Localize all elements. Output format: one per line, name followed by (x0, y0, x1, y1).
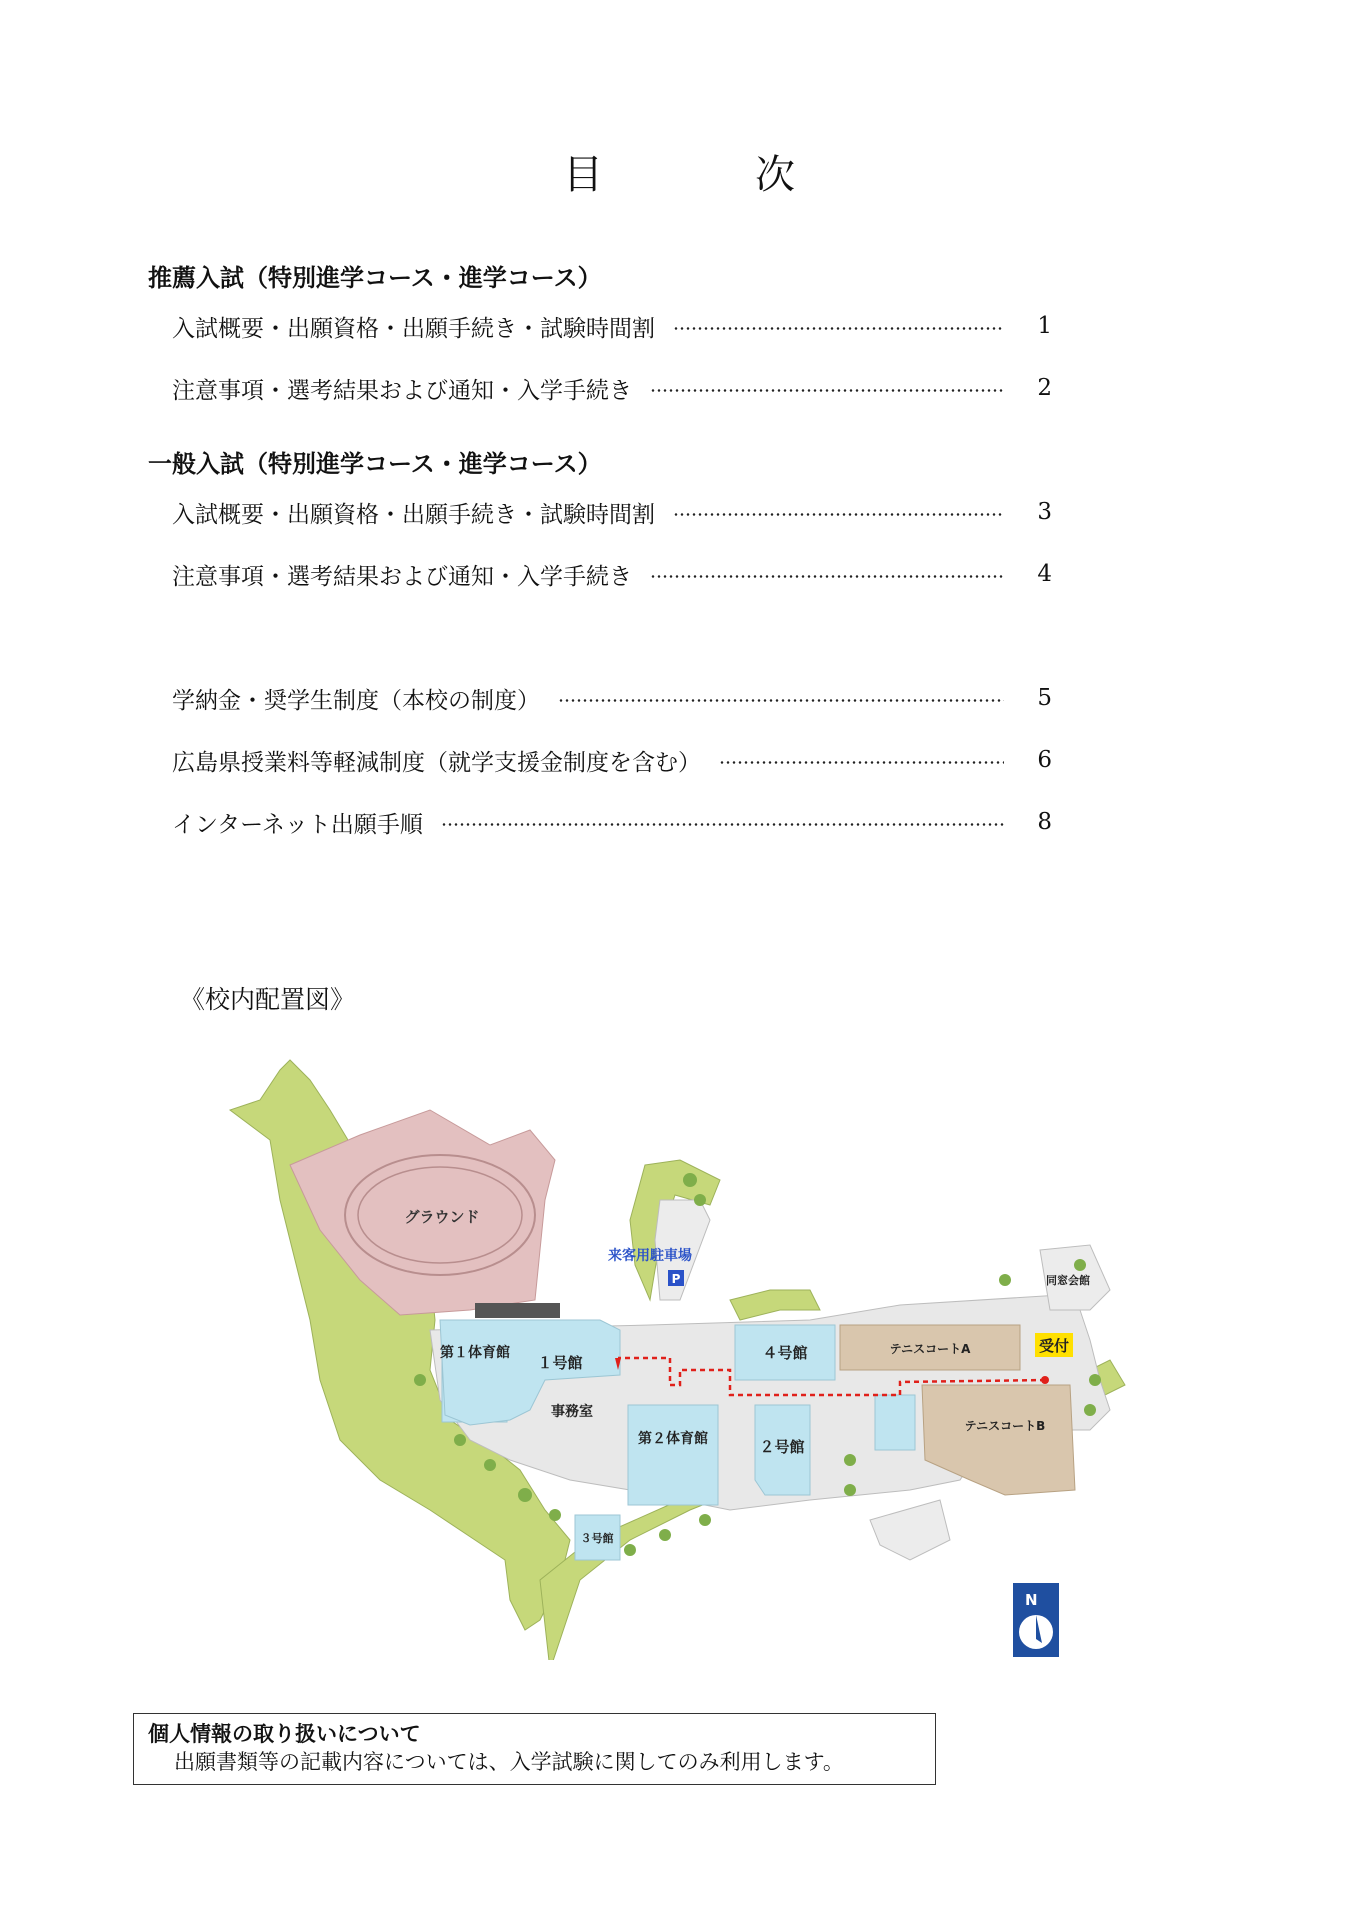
bldg1-roof (475, 1303, 560, 1318)
toc-entry[interactable] (172, 805, 1052, 839)
north-letter: N (1025, 1591, 1038, 1609)
tree-dot (683, 1173, 697, 1187)
tree-dot (454, 1434, 466, 1446)
dot-leader (673, 327, 1004, 330)
parking-mark: P (671, 1272, 681, 1286)
toc-entry-label: 広島県授業料等軽減制度（就学支援金制度を含む） (172, 749, 701, 776)
toc-entry-page: 6 (1037, 747, 1052, 773)
tree-dot (549, 1509, 561, 1521)
toc-entry-page: 4 (1037, 561, 1052, 587)
north-arrow-icon (1013, 1583, 1059, 1657)
route-start-marker (1041, 1376, 1049, 1384)
tennis-a-label: テニスコートA (889, 1342, 971, 1356)
alumni-hall-label: 同窓会館 (1046, 1274, 1090, 1287)
tree-dot (699, 1514, 711, 1526)
tennis-b-label: テニスコートB (964, 1419, 1046, 1433)
bldg4-label: ４号館 (762, 1344, 808, 1362)
toc-entry-label: 注意事項・選考結果および通知・入学手続き (172, 377, 632, 404)
small-building (875, 1395, 915, 1450)
dot-leader (673, 513, 1004, 516)
map-caption: 《校内配置図》 (180, 985, 356, 1014)
tree-dot (624, 1544, 636, 1556)
toc-entry[interactable] (172, 681, 1052, 715)
tree-dot (694, 1194, 706, 1206)
gym2-label: 第２体育館 (638, 1431, 708, 1447)
dot-leader (441, 823, 1004, 826)
toc-entry[interactable] (172, 495, 1052, 529)
tree-dot (844, 1454, 856, 1466)
bldg2-label: ２号館 (759, 1438, 805, 1456)
map-greenery (730, 1290, 820, 1320)
bldg1-label: １号館 (537, 1354, 583, 1372)
parking-label: 来客用駐車場 (608, 1248, 692, 1264)
toc-entry-label: 入試概要・出願資格・出願手続き・試験時間割 (172, 315, 655, 342)
ground-label: グラウンド (404, 1208, 480, 1226)
tree-dot (999, 1274, 1011, 1286)
tree-dot (659, 1529, 671, 1541)
dot-leader (719, 761, 1004, 764)
toc-entry[interactable] (172, 557, 1052, 591)
toc-entry-page: 1 (1037, 313, 1052, 339)
privacy-notice (133, 1713, 936, 1785)
toc-entry[interactable] (172, 309, 1052, 343)
reception-label: 受付 (1038, 1337, 1070, 1355)
dot-leader (558, 699, 1004, 702)
tree-dot (414, 1374, 426, 1386)
page-title: 目 次 (563, 152, 851, 198)
gym2-building (628, 1405, 718, 1505)
privacy-notice-title: 個人情報の取り扱いについて (148, 1722, 421, 1746)
section-heading-recommendation: 推薦入試（特別進学コース・進学コース） (148, 264, 602, 292)
gym1-label: 第１体育館 (440, 1345, 510, 1361)
toc-entry-page: 5 (1037, 685, 1052, 711)
privacy-notice-body: 出願書類等の記載内容については、入学試験に関してのみ利用します。 (174, 1750, 844, 1774)
toc-entry[interactable] (172, 371, 1052, 405)
tree-dot (1089, 1374, 1101, 1386)
tree-dot (1084, 1404, 1096, 1416)
tree-dot (484, 1459, 496, 1471)
tree-dot (1074, 1259, 1086, 1271)
tree-dot (518, 1488, 532, 1502)
dot-leader (650, 389, 1004, 392)
section-heading-general: 一般入試（特別進学コース・進学コース） (148, 450, 602, 478)
toc-entry-page: 8 (1037, 809, 1052, 835)
map-paving (870, 1500, 950, 1560)
dot-leader (650, 575, 1004, 578)
office-label: 事務室 (551, 1404, 593, 1420)
toc-entry[interactable] (172, 743, 1052, 777)
toc-entry-label: 入試概要・出願資格・出願手続き・試験時間割 (172, 501, 655, 528)
toc-entry-page: 3 (1037, 499, 1052, 525)
bldg3-label: ３号館 (580, 1532, 614, 1545)
campus-map (210, 1040, 1160, 1660)
toc-entry-label: 学納金・奨学生制度（本校の制度） (172, 687, 540, 714)
tree-dot (844, 1484, 856, 1496)
toc-entry-label: インターネット出願手順 (172, 811, 423, 838)
toc-entry-page: 2 (1037, 375, 1052, 401)
toc-entry-label: 注意事項・選考結果および通知・入学手続き (172, 563, 632, 590)
